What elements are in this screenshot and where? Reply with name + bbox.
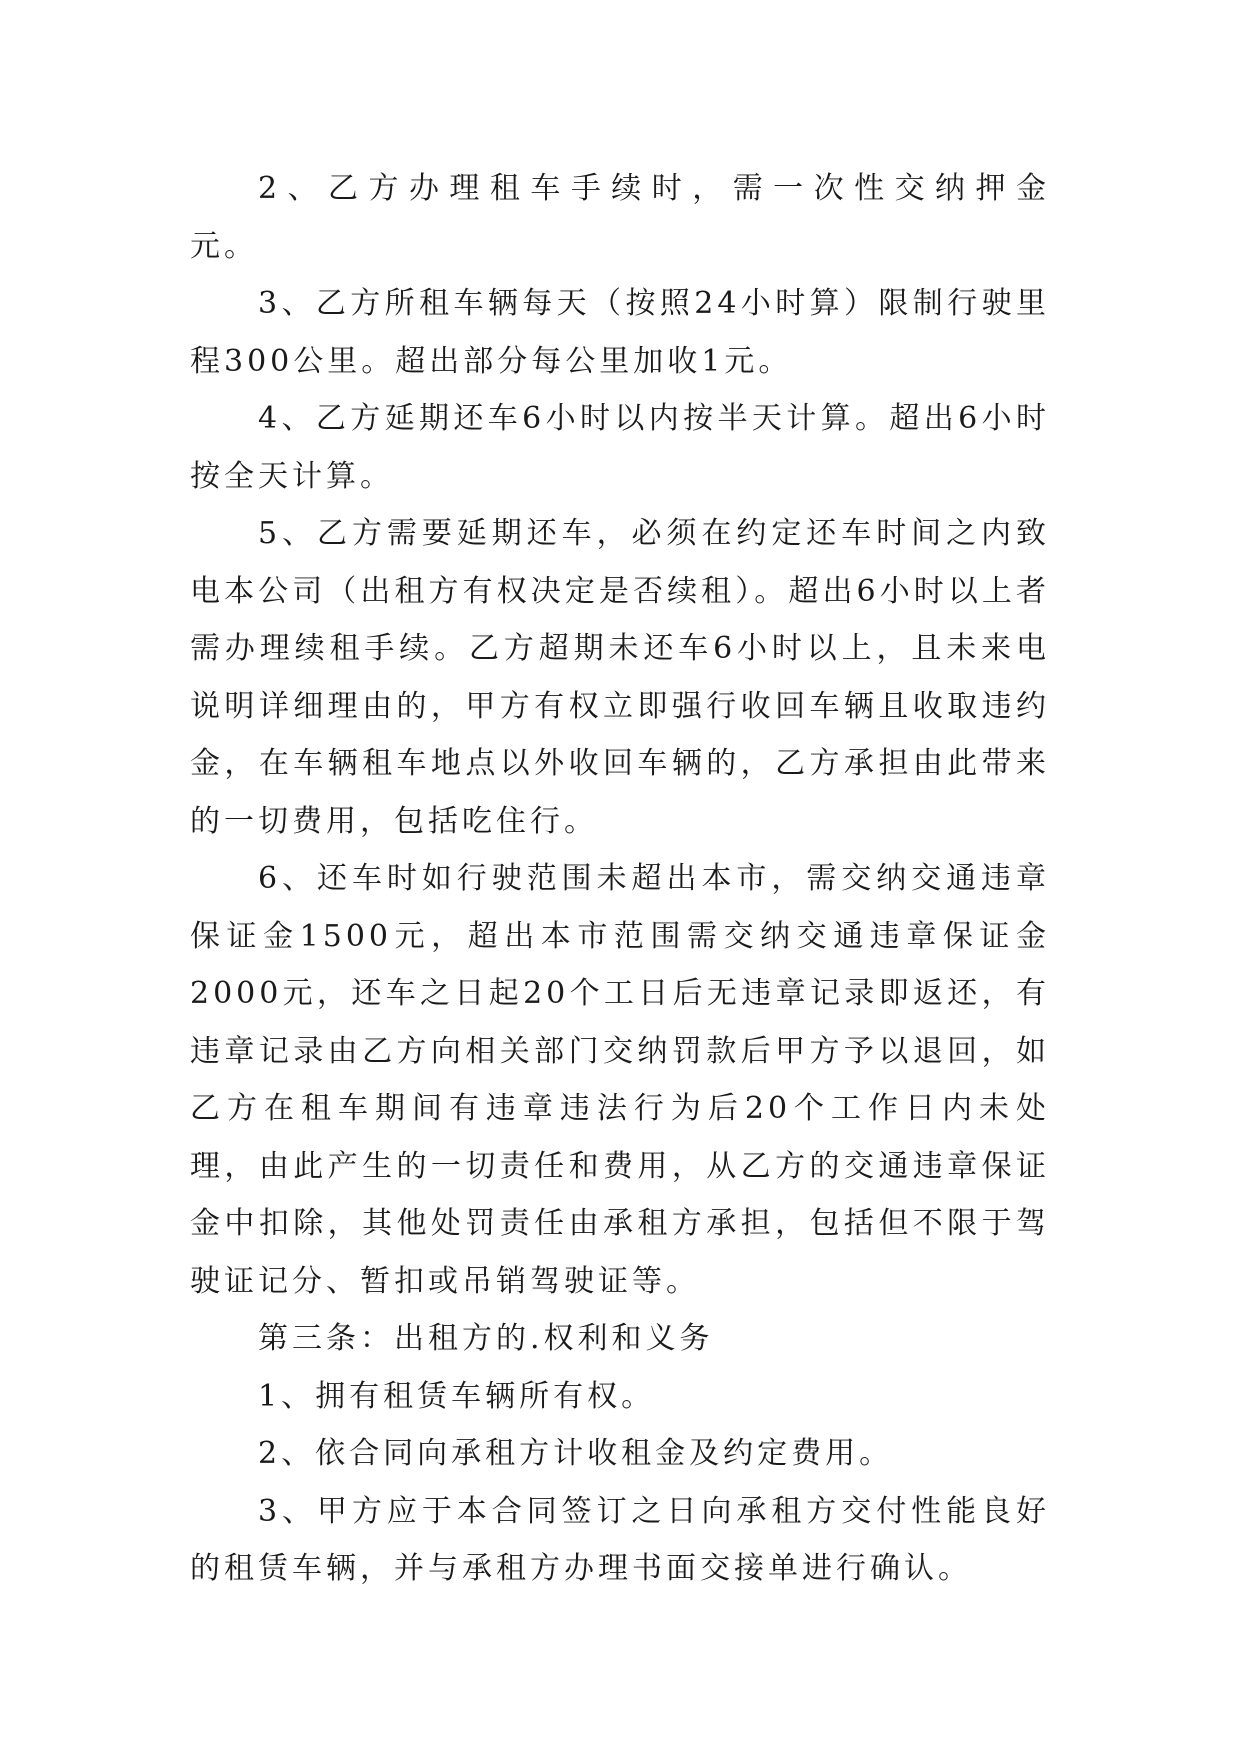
clause-4-late-return: 4、乙方延期还车6小时以内按半天计算。超出6小时按全天计算。 — [190, 401, 1050, 494]
article-3-item-2: 2、依合同向承租方计收租金及约定费用。 — [258, 1436, 894, 1471]
clause-5-extension: 5、乙方需要延期还车，必须在约定还车时间之内致电本公司（出租方有权决定是否续租）。超出6小时以上者需办理续租手续。乙方超期未还车6小时以上，且未来电说明详细理由的，甲方有权立即强行收回车辆且收取违约金，在车辆租车地点以外收回车辆的，乙方承担由此带来的一切费用，包括吃住行。 — [190, 516, 1050, 839]
article-3-item-3: 3、甲方应于本合同签订之日向承租方交付性能良好的租赁车辆，并与承租方办理书面交接单进行确认。 — [190, 1493, 1050, 1586]
clause-6-violation-deposit: 6、还车时如行驶范围未超出本市，需交纳交通违章保证金1500元，超出本市范围需交纳交通违章保证金2000元，还车之日起20个工日后无违章记录即返还，有违章记录由乙方向相关部门交纳罚款后甲方予以退回，如乙方在租车期间有违章违法行为后20个工作日内未处理，由此产生的一切责任和费用，从乙方的交通违章保证金中扣除，其他处罚责任由承租方承担，包括但不限于驾驶证记分、暂扣或吊销驾驶证等。 — [190, 861, 1050, 1299]
clause-3-mileage-limit: 3、乙方所租车辆每天（按照24小时算）限制行驶里程300公里。超出部分每公里加收1元。 — [190, 286, 1050, 379]
article-3-item-1: 1、拥有租赁车辆所有权。 — [258, 1378, 656, 1414]
document-body — [190, 160, 1118, 1598]
article-3-heading: 第三条：出租方的.权利和义务 — [258, 1321, 714, 1356]
clause-2-deposit: 2、乙方办理租车手续时，需一次性交纳押金 元。 — [190, 171, 1118, 264]
